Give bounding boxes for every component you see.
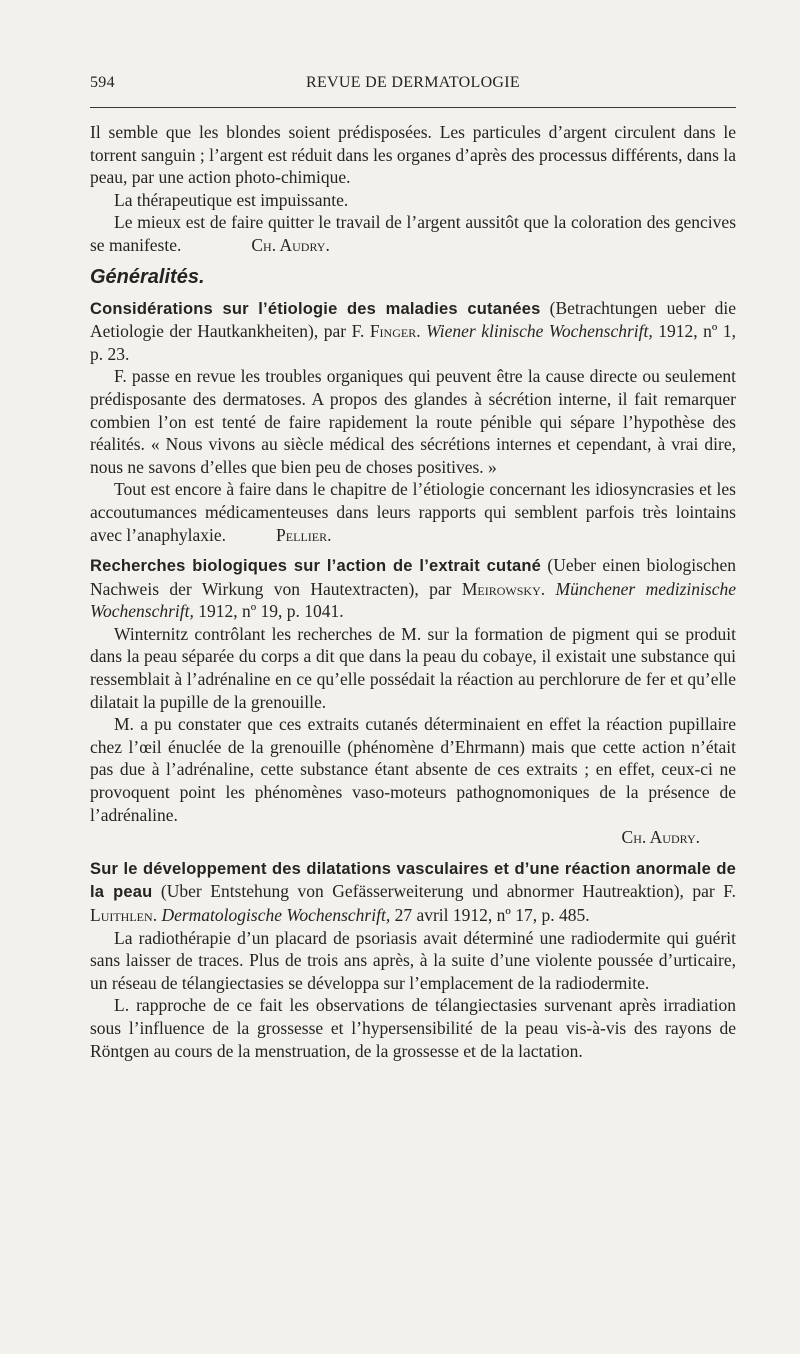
entry-reference: . <box>540 578 556 599</box>
signature-text: Ch. Audry. <box>621 827 700 848</box>
entry-citation: 27 avril 1912, nº 17, p. 485. <box>390 905 590 925</box>
section-title: Généralités. <box>90 265 205 288</box>
review-entry <box>90 297 736 547</box>
entry-title: Considérations sur l’étiologie des maladies cutanées <box>90 299 541 318</box>
header-rule <box>90 107 736 108</box>
entry-reference: . <box>416 321 427 342</box>
running-header <box>90 74 736 98</box>
entry-paragraph-with-signature <box>90 478 736 546</box>
entry-citation: 1912, nº 1, p. 23. <box>90 321 736 364</box>
entry-reference: (Betrachtungen ueber die Aetiologie der Hautkankheiten), par F. <box>90 297 736 342</box>
entry-heading <box>90 297 736 366</box>
review-entry <box>90 554 736 849</box>
author-signature: Pellier. <box>276 524 332 545</box>
entry-paragraph: Winternitz contrôlant les recherches de M. sur la formation de pigment qui se produit dans la peau séparée du corps a dit que dans la peau du cobaye, il existait une substance qui ressemblait à l’adrénaline en ce qu’elle possédait la réaction au perchlorure de fer et qu’elle dilatait la pupille de la grenouille. <box>90 623 736 712</box>
paragraph-text: Le mieux est de faire quitter le travail de l’argent aussitôt que la coloration des gencives se manifeste. <box>90 212 736 255</box>
entry-title: Recherches biologiques sur l’action de l’extrait cutané <box>90 557 542 576</box>
entry-paragraph: M. a pu constater que ces extraits cutanés déterminaient en effet la réaction pupillaire chez l’œil énuclée de la grenouille (phénomène d’Ehrmann) mais que cette action n’était pas due à l’adrénaline, cette substance étant absente de ces extraits ; en effet, ceux-ci ne provoquent point les phénomènes vaso-moteurs pathognomoniques de la présence de l’adrénaline. <box>90 714 736 825</box>
entry-reference: (Ueber einen biologischen Nachweis der Wirkung von Hautextracten), par <box>90 555 736 599</box>
author-signature <box>90 826 736 849</box>
entry-heading <box>90 554 736 623</box>
page-body <box>90 121 736 1062</box>
entry-author: Finger <box>369 321 417 342</box>
entry-author: Luithlen <box>90 905 153 925</box>
entry-reference: (Uber Entstehung von Gefässerweiterung und abnormer Hautreaktion), par F. <box>152 881 736 902</box>
entry-paragraph: La radiothérapie d’un placard de psoriasis avait déterminé une radiodermite qui guérit sans laisser de traces. Plus de trois ans après, à la suite d’une violente poussée d’urticaire, un réseau de télangiectasies se développa sur l’emplacement de la radiodermite. <box>90 927 736 993</box>
entry-journal: Münchener medizinische Wochenschrift, <box>90 578 736 622</box>
review-entry <box>90 857 736 1062</box>
entry-author: Meirowsky <box>461 578 541 599</box>
entry-heading <box>90 857 736 927</box>
entry-title: Sur le développement des dilatations vasculaires et d’une réaction anormale de la peau <box>90 859 736 902</box>
entry-citation: 1912, nº 19, p. 1041. <box>193 601 344 622</box>
continuation-paragraph: La thérapeutique est impuissante. <box>114 189 349 210</box>
continuation-paragraph: Il semble que les blondes soient prédisposées. Les particules d’argent circulent dans le torrent sanguin ; l’argent est réduit dans les organes d’après des processus différents, dans la peau, par une action photo-chimique. <box>90 122 736 188</box>
entry-reference: . <box>152 905 162 925</box>
continuation-paragraph-with-signature <box>90 211 736 256</box>
entry-journal: Dermatologische Wochenschrift, <box>161 905 391 925</box>
entry-journal: Wiener klinische Wochenschrift, <box>426 321 653 342</box>
running-title: REVUE DE DERMATOLOGIE <box>306 74 520 91</box>
paragraph-text: Tout est encore à faire dans le chapitre de l’étiologie concernant les idiosyncrasies et les accoutumances médicamenteuses dans leurs rapports qui semblent parfois très lointains avec l’anaphylaxie. <box>90 479 736 545</box>
entry-paragraph: L. rapproche de ce fait les observations de télangiectasies survenant après irradiation sous l’influence de la grossesse et l’hypersensibilité de la peau vis-à-vis des rayons de Röntgen au cours de la menstruation, de la grossesse et de la lactation. <box>90 995 736 1061</box>
author-signature: Ch. Audry. <box>251 234 330 255</box>
page-number: 594 <box>90 74 115 91</box>
entry-paragraph: F. passe en revue les troubles organiques qui peuvent être la cause directe ou seulement prédisposante des dermatoses. A propos des glandes à sécrétion interne, il fait remarquer combien l’on est tenté de faire rapidement la route pénible qui sépare l’hypothèse des réalités. « Nous vivons au siècle médical des sécrétions internes et cependant, à vrai dire, nous ne savons d’elles que bien peu de choses positives. » <box>90 366 736 477</box>
